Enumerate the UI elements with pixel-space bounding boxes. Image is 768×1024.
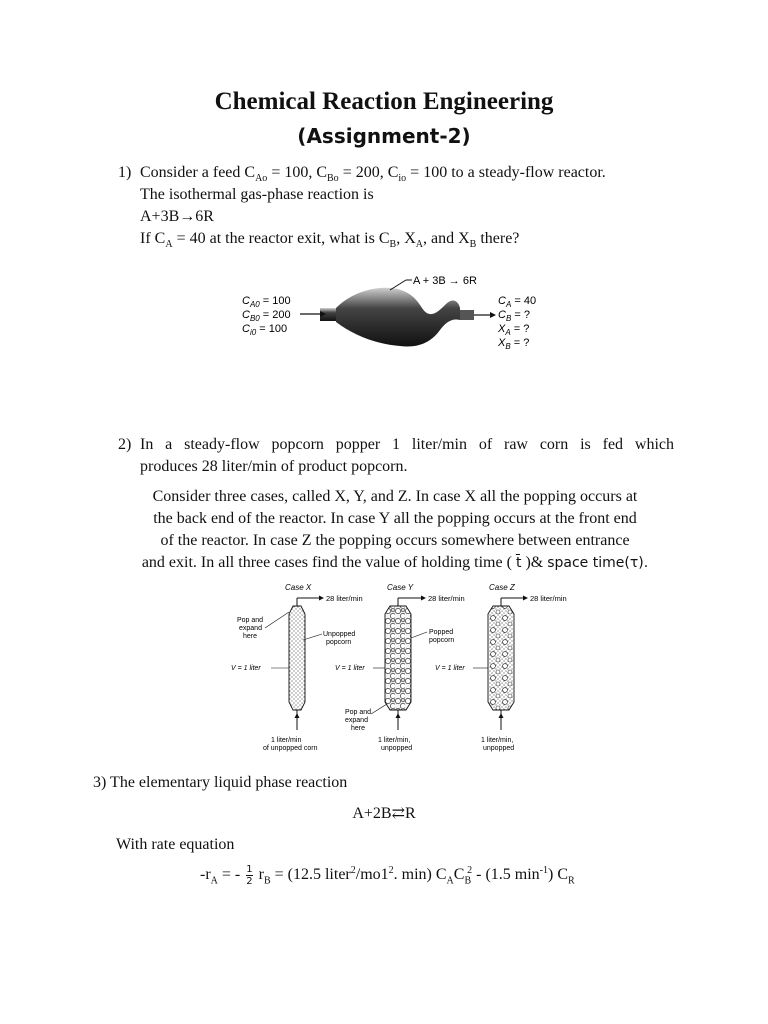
q3-reaction: A+2B⇄R bbox=[352, 805, 416, 822]
q1-line-4: If $C_A = 40$ at the reactor exit, what is $C_B$, $X_A$, and $X_B$ there? bbox=[140, 230, 520, 251]
inflow-arrow-icon bbox=[396, 713, 401, 718]
feed-label: 1 liter/min, unpopped bbox=[481, 737, 515, 752]
reaction-label: A + 3B → 6R bbox=[413, 275, 477, 287]
q1-line-1: Consider a feed $C_{Ao} = 100$, $C_{Bo} = 200$, $C_{io} = 100$ to a steady-flow reactor. bbox=[140, 164, 606, 185]
pop-expand-label: Pop and expand here bbox=[237, 617, 264, 640]
outflow-label: 28 liter/min bbox=[530, 594, 567, 603]
reactor-diagram bbox=[240, 268, 560, 358]
volume-label: V = 1 liter bbox=[231, 665, 261, 672]
paragraph-line: of the reactor. In case Z the popping occurs somewhere between entrance bbox=[160, 532, 630, 549]
case-x-title: Case X bbox=[285, 583, 312, 592]
case-x-reactor bbox=[231, 594, 363, 752]
case-y-title: Case Y bbox=[387, 583, 414, 592]
q2-line-1: In a steady-flow popcorn popper 1 liter/min of raw corn is fed which bbox=[140, 436, 674, 453]
question-number: 1) bbox=[118, 164, 132, 181]
question-number: 2) bbox=[118, 436, 132, 453]
fraction-one-half: $\frac{1}{2}$ bbox=[246, 864, 253, 887]
paragraph-line: Consider three cases, called X, Y, and Z. In case X all the popping occurs at bbox=[152, 488, 638, 505]
q1-line-2: The isothermal gas-phase reaction is bbox=[140, 186, 374, 203]
feed-label: 1 liter/min of unpopped corn bbox=[263, 737, 318, 752]
pop-expand-label: Pop and expand here bbox=[345, 709, 372, 732]
inlet-label: $C_{i0} = 100$ bbox=[242, 323, 288, 337]
outflow-label: 28 liter/min bbox=[326, 594, 363, 603]
q2-line-2: produces 28 liter/min of product popcorn. bbox=[140, 458, 408, 475]
case-y-reactor bbox=[335, 594, 465, 752]
unpopped-label: Unpopped popcorn bbox=[323, 631, 356, 646]
outlet-pipe bbox=[460, 310, 474, 320]
case-z-title: Case Z bbox=[489, 583, 515, 592]
inlet-label: $C_{B0} = 200$ bbox=[242, 309, 291, 323]
q1-reaction: A+3B→6R bbox=[140, 208, 214, 225]
outlet-arrow-icon bbox=[490, 312, 496, 318]
reactor-body bbox=[336, 288, 460, 347]
volume-label: V = 1 liter bbox=[435, 665, 465, 672]
feed-label: 1 liter/min, unpopped bbox=[378, 737, 413, 752]
q3-rate-label: With rate equation bbox=[116, 836, 235, 853]
inflow-arrow-icon bbox=[295, 713, 300, 718]
paragraph-line: the back end of the reactor. In case Y all the popping occurs at the front end bbox=[153, 510, 637, 527]
outflow-arrow-icon bbox=[523, 596, 528, 601]
volume-label: V = 1 liter bbox=[335, 665, 365, 672]
popped-label: Popped popcorn bbox=[429, 629, 455, 644]
outlet-label: $X_B$ = ? bbox=[498, 337, 530, 351]
case-z-reactor bbox=[435, 594, 567, 752]
inlet-label: $C_{A0} = 100$ bbox=[242, 295, 291, 309]
q2-paragraph bbox=[116, 486, 674, 574]
outlet-label: $X_A$ = ? bbox=[498, 323, 530, 337]
page-title: Chemical Reaction Engineering bbox=[214, 88, 554, 115]
paragraph-line: and exit. In all three cases find the value of holding time ( t̄ )& space time(τ). bbox=[141, 554, 649, 571]
outlet-label: $C_B$ = ? bbox=[498, 309, 530, 323]
outflow-label: 28 liter/min bbox=[428, 594, 465, 603]
outlet-label: $C_A = 40$ bbox=[498, 295, 537, 309]
popcorn-reactor-diagram bbox=[225, 578, 585, 760]
q3-intro: 3) The elementary liquid phase reaction bbox=[93, 774, 348, 791]
outflow-arrow-icon bbox=[421, 596, 426, 601]
inflow-arrow-icon bbox=[499, 713, 504, 718]
page-subtitle: (Assignment-2) bbox=[297, 124, 471, 148]
outflow-arrow-icon bbox=[319, 596, 324, 601]
q3-rate-equation: $-r_A$ = - $\frac{1}{2}$ $r_B = (12.5$ $liter^2/mo1^2$. min) $C_AC_B^2 - (1.5$ $\min^{-1}$) $C_R$ bbox=[200, 864, 575, 887]
